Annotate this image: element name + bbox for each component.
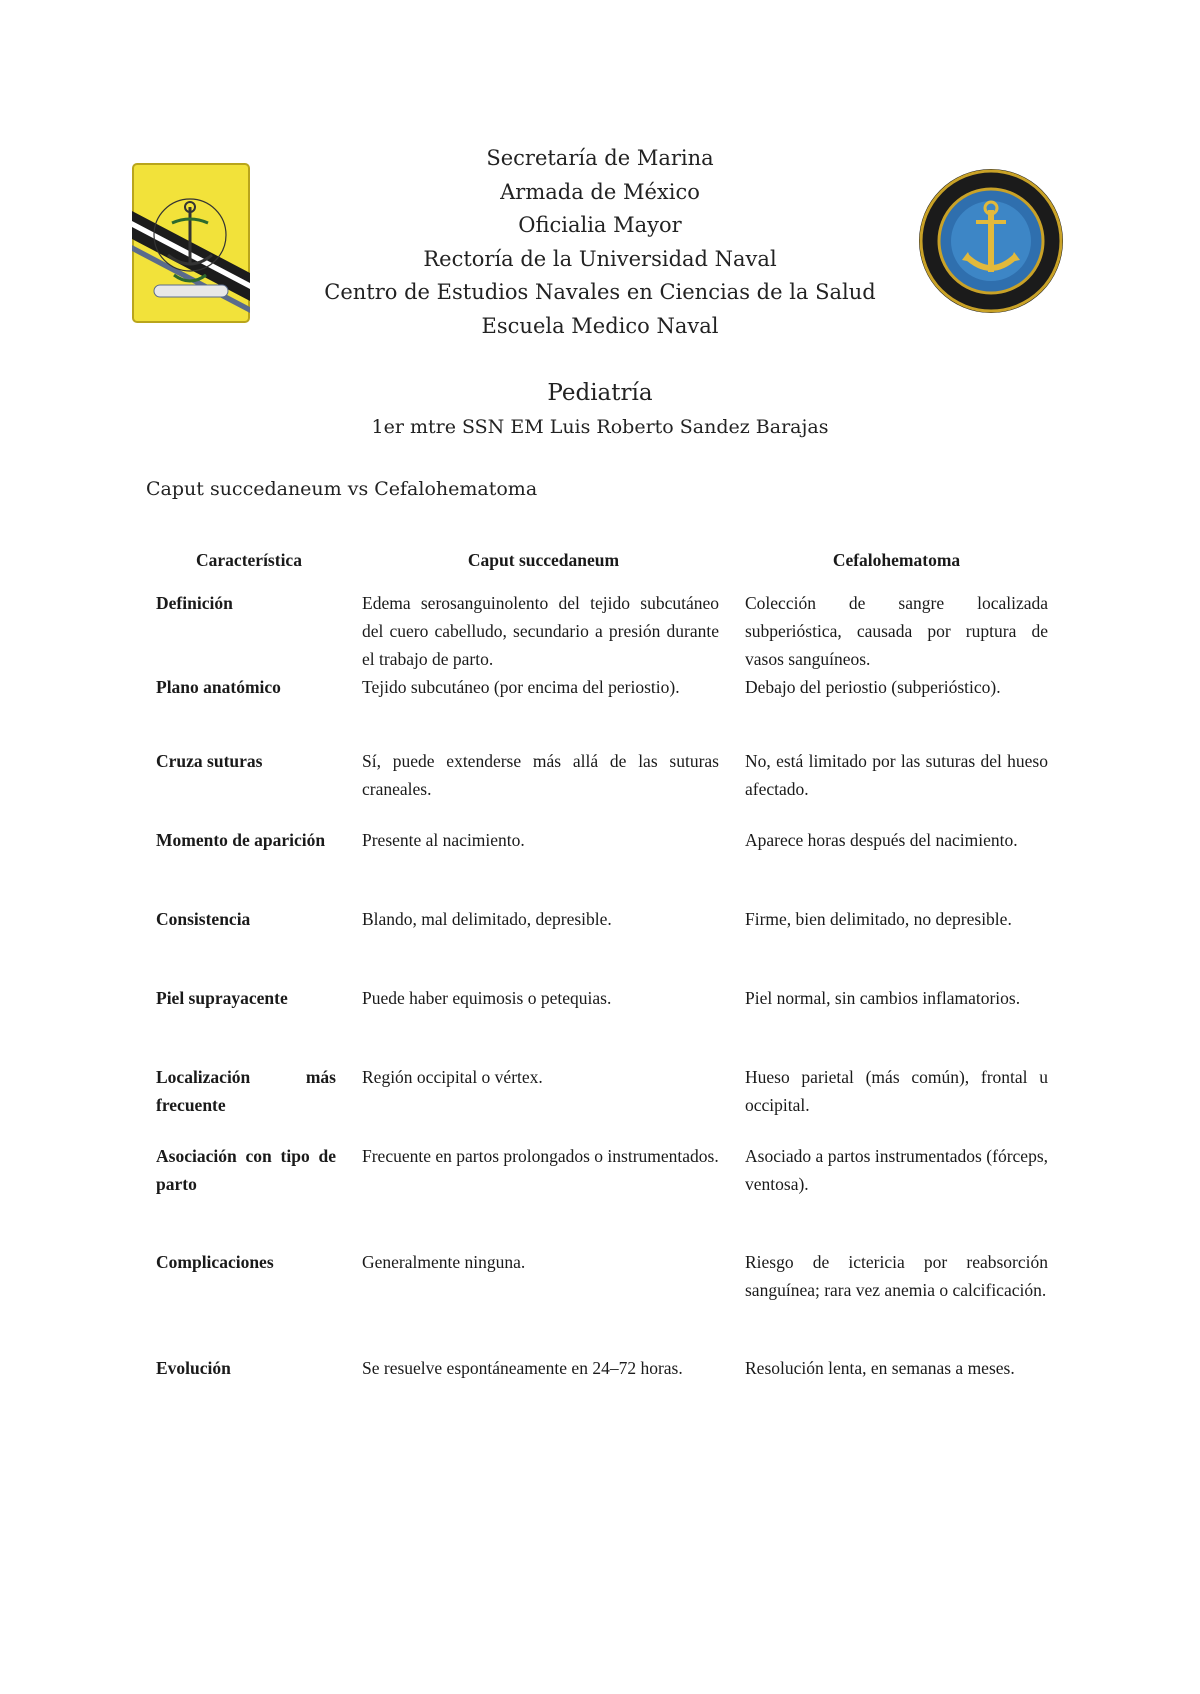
caput-cell: Región occipital o vértex.	[362, 1067, 543, 1087]
header-line-escuela: Escuela Medico Naval	[481, 313, 719, 338]
header-cefalohematoma: Cefalohematoma	[832, 550, 961, 570]
cefalo-cell: Aparece horas después del nacimiento.	[745, 830, 1018, 850]
cefalo-cell: Colección de sangre localizada subperióstica, causada por ruptura de vasos sanguíneos.	[745, 593, 1048, 669]
cefalo-cell: No, está limitado por las suturas del hueso afectado.	[745, 751, 1048, 799]
caput-cell: Puede haber equimosis o petequias.	[362, 988, 612, 1008]
institution-header	[300, 142, 900, 344]
cefalo-cell: Hueso parietal (más común), frontal u occipital.	[745, 1067, 1048, 1115]
header-line-rectoria: Rectoría de la Universidad Naval	[423, 246, 777, 271]
table-row	[146, 905, 1058, 984]
cefalo-cell: Riesgo de ictericia por reabsorción sanguínea; rara vez anemia o calcificación.	[745, 1252, 1048, 1300]
cefalo-cell: Asociado a partos instrumentados (fórceps, ventosa).	[745, 1146, 1048, 1194]
feature-cell: Plano anatómico	[156, 677, 281, 697]
feature-cell: Momento de aparición	[156, 830, 326, 850]
cefalo-cell: Firme, bien delimitado, no depresible.	[745, 909, 1012, 929]
table-row	[146, 747, 1058, 826]
cefalo-cell: Debajo del periostio (subperióstico).	[745, 677, 1001, 697]
caput-cell: Blando, mal delimitado, depresible.	[362, 909, 612, 929]
header-line-oficialia: Oficialia Mayor	[518, 213, 682, 238]
caput-cell: Edema serosanguinolento del tejido subcutáneo del cuero cabelludo, secundario a presión durante el trabajo de parto.	[362, 593, 719, 669]
cefalo-cell: Resolución lenta, en semanas a meses.	[745, 1358, 1015, 1378]
header-line-armada: Armada de México	[500, 179, 700, 204]
document-subject: Caput succedaneum vs Cefalohematoma	[146, 478, 538, 500]
table-row	[146, 1063, 1058, 1142]
universidad-naval-seal	[918, 168, 1064, 314]
table-row	[146, 589, 1058, 673]
table-row	[146, 1142, 1058, 1248]
header-caput: Caput succedaneum	[467, 550, 620, 570]
header-caracteristica: Característica	[196, 550, 302, 570]
caput-cell: Presente al nacimiento.	[362, 830, 525, 850]
feature-cell: Definición	[156, 593, 233, 613]
caput-cell: Sí, puede extenderse más allá de las suturas craneales.	[362, 751, 719, 799]
document-title: Pediatría	[547, 380, 653, 406]
caput-cell: Se resuelve espontáneamente en 24–72 horas.	[362, 1358, 683, 1378]
cefalo-cell: Piel normal, sin cambios inflamatorios.	[745, 988, 1021, 1008]
caput-cell: Generalmente ninguna.	[362, 1252, 526, 1272]
escuela-medico-naval-logo	[132, 163, 250, 323]
document-author: 1er mtre SSN EM Luis Roberto Sandez Barajas	[371, 416, 829, 438]
feature-cell: Asociación con tipo de parto	[156, 1146, 336, 1194]
feature-cell: Evolución	[156, 1358, 231, 1378]
caput-cell: Tejido subcutáneo (por encima del periostio).	[362, 677, 680, 697]
comparison-table	[146, 540, 1058, 1433]
table-header-row	[146, 540, 1058, 589]
table-row	[146, 673, 1058, 747]
header-line-secretaria: Secretaría de Marina	[486, 146, 714, 170]
table-row	[146, 826, 1058, 905]
feature-cell: Cruza suturas	[156, 751, 263, 771]
table-row	[146, 1354, 1058, 1433]
feature-cell: Complicaciones	[156, 1252, 274, 1272]
feature-cell: Piel suprayacente	[156, 988, 288, 1008]
table-row	[146, 984, 1058, 1063]
caput-cell: Frecuente en partos prolongados o instrumentados.	[362, 1146, 719, 1166]
table-row	[146, 1248, 1058, 1354]
feature-cell: Localización más frecuente	[156, 1067, 336, 1115]
feature-cell: Consistencia	[156, 909, 251, 929]
header-line-centro: Centro de Estudios Navales en Ciencias de la Salud	[324, 280, 876, 305]
